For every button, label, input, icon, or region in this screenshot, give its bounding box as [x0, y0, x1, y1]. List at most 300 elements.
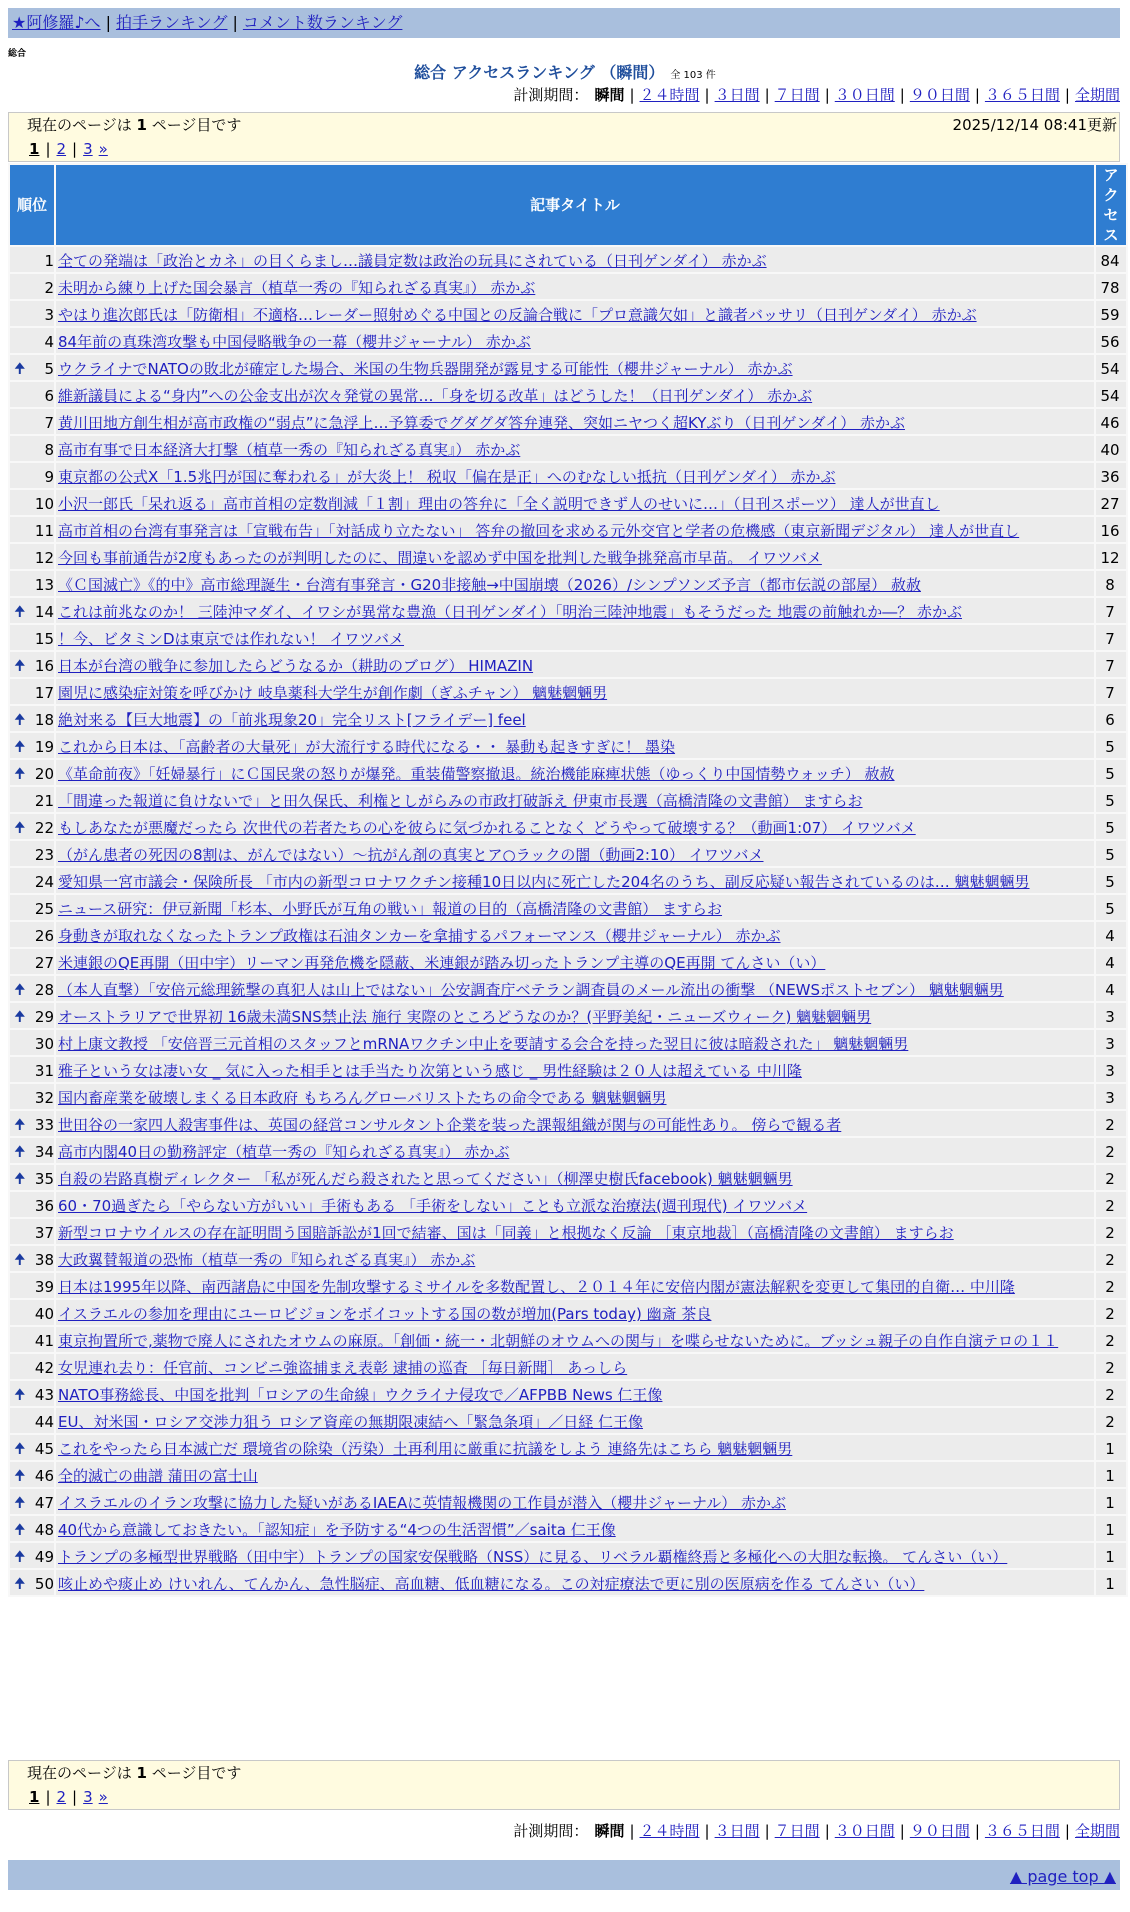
title-cell	[56, 1192, 1094, 1217]
period-link[interactable]: ７日間	[774, 1822, 820, 1840]
article-link[interactable]: ウクライナでNATOの敗北が確定した場合、米国の生物兵器開発が露見する可能性（櫻井ジャーナル） 赤かぶ	[58, 360, 793, 378]
rank-number: 30	[34, 1035, 54, 1053]
rank-number: 24	[34, 873, 54, 891]
rank-cell	[10, 1246, 54, 1271]
rank-number: 18	[34, 711, 54, 729]
rank-cell	[10, 895, 54, 920]
rank-cell	[10, 1111, 54, 1136]
period-label: 計測期間：	[513, 1822, 589, 1840]
rank-number: 16	[34, 657, 54, 675]
rank-number: 13	[34, 576, 54, 594]
rank-number: 32	[34, 1089, 54, 1107]
up-arrow-icon: 🠉	[14, 1009, 26, 1025]
table-row	[10, 1165, 1126, 1190]
up-arrow-icon: 🠉	[14, 1549, 26, 1565]
period-link[interactable]: ３日間	[714, 86, 760, 104]
title-cell	[56, 1057, 1094, 1082]
access-cell: 12	[1096, 544, 1126, 569]
access-cell: 56	[1096, 328, 1126, 353]
table-row	[10, 1516, 1126, 1541]
title-cell	[56, 517, 1094, 542]
rank-number: 25	[34, 900, 54, 918]
access-cell: 1	[1096, 1462, 1126, 1487]
rank-number: 39	[34, 1278, 54, 1296]
rank-cell	[10, 1381, 54, 1406]
nav-separator: |	[232, 13, 238, 32]
rank-number: 3	[44, 306, 54, 324]
article-link[interactable]: これは前兆なのか！ 三陸沖マダイ、イワシが異常な豊漁（日刊ゲンダイ）「明治三陸沖地震」もそうだった 地震の前触れか―？ 赤かぶ	[58, 603, 962, 621]
article-link[interactable]: 40代から意識しておきたい。「認知症」を予防する“4つの生活習慣”／saita 仁王像	[58, 1521, 616, 1539]
title-cell	[56, 1435, 1094, 1460]
rank-cell	[10, 1084, 54, 1109]
table-row	[10, 1489, 1126, 1514]
rank-cell	[10, 1489, 54, 1514]
table-row	[10, 490, 1126, 515]
access-cell: 4	[1096, 976, 1126, 1001]
table-row	[10, 760, 1126, 785]
period-link[interactable]: 全期間	[1074, 1822, 1120, 1840]
access-cell: 4	[1096, 949, 1126, 974]
access-cell: 78	[1096, 274, 1126, 299]
title-cell	[56, 598, 1094, 623]
table-row	[10, 706, 1126, 731]
rank-cell	[10, 1273, 54, 1298]
rank-cell	[10, 706, 54, 731]
article-link[interactable]: 今回も事前通告が2度もあったのが判明したのに、間違いを認めず中国を批判した戦争挑発高市早苗。 イワツバメ	[58, 549, 822, 567]
rank-number: 34	[34, 1143, 54, 1161]
access-cell: 3	[1096, 1084, 1126, 1109]
rank-cell	[10, 544, 54, 569]
article-link[interactable]: 世田谷の一家四人殺害事件は、英国の経営コンサルタント企業を装った課報組織が関与の可能性あり。 傍らで観る者	[58, 1116, 842, 1134]
table-row	[10, 679, 1126, 704]
table-row	[10, 247, 1126, 272]
rank-number: 43	[34, 1386, 54, 1404]
period-link[interactable]: ９０日間	[909, 1822, 970, 1840]
access-cell: 7	[1096, 598, 1126, 623]
rank-cell	[10, 625, 54, 650]
rank-cell	[10, 1570, 54, 1595]
clap-ranking-link[interactable]: 拍手ランキング	[115, 13, 228, 32]
table-row	[10, 1435, 1126, 1460]
article-link[interactable]: 《革命前夜》「妊婦暴行」にＣ国民衆の怒りが爆発。重装備警察撤退。統治機能麻痺状態（ゆっくり中国情勢ウォッチ） 赦赦	[58, 765, 895, 783]
period-link[interactable]: ３６５日間	[984, 1822, 1060, 1840]
period-link[interactable]: ９０日間	[909, 86, 970, 104]
rank-cell	[10, 1192, 54, 1217]
rank-number: 41	[34, 1332, 54, 1350]
article-link[interactable]: （本人直撃）「安倍元総理銃撃の真犯人は山上ではない」公安調査庁ベテラン調査員のメール流出の衝撃 （NEWSポストセブン） 魑魅魍魎男	[58, 981, 1004, 999]
article-link[interactable]: これをやったら日本滅亡だ 環境省の除染（汚染）土再利用に厳重に抗議をしよう 連絡先はこちら 魑魅魍魎男	[58, 1440, 793, 1458]
rank-cell	[10, 355, 54, 380]
rank-cell	[10, 1030, 54, 1055]
up-arrow-icon: 🠉	[14, 1522, 26, 1538]
period-link[interactable]: ３日間	[714, 1822, 760, 1840]
period-separator: |	[899, 86, 905, 104]
up-arrow-icon: 🠉	[14, 1387, 26, 1403]
period-separator: |	[764, 1822, 770, 1840]
article-link[interactable]: 絶対来る【巨大地震】の「前兆現象20」完全リスト[フライデー] feel	[58, 711, 526, 729]
rank-number: 9	[44, 468, 54, 486]
table-row	[10, 868, 1126, 893]
table-row	[10, 1246, 1126, 1271]
table-row	[10, 1084, 1126, 1109]
title-cell	[56, 868, 1094, 893]
article-link[interactable]: ！今、ビタミンDは東京では作れない！ イワツバメ	[58, 630, 405, 648]
title-cell	[56, 1246, 1094, 1271]
title-cell	[56, 760, 1094, 785]
rank-cell	[10, 301, 54, 326]
article-link[interactable]: 大政翼賛報道の恐怖（植草一秀の『知られざる真実』） 赤かぶ	[58, 1251, 476, 1269]
access-cell: 27	[1096, 490, 1126, 515]
pager-next-link[interactable]: »	[98, 1788, 108, 1806]
access-cell: 3	[1096, 1003, 1126, 1028]
rank-cell	[10, 382, 54, 407]
title-cell	[56, 1165, 1094, 1190]
table-row	[10, 1273, 1126, 1298]
pager-current: 1	[29, 1788, 40, 1806]
article-link[interactable]: 身動きが取れなくなったトランプ政権は石油タンカーを拿捕するパフォーマンス（櫻井ジャーナル） 赤かぶ	[58, 927, 781, 945]
rank-number: 49	[34, 1548, 54, 1566]
table-row	[10, 1570, 1126, 1595]
access-cell: 5	[1096, 868, 1126, 893]
article-link[interactable]: EU、対米国・ロシア交渉力狙う ロシア資産の無期限凍結へ「緊急条項」／日経 仁王像	[58, 1413, 643, 1431]
title-cell	[56, 436, 1094, 461]
title-cell	[56, 1489, 1094, 1514]
table-row	[10, 895, 1126, 920]
comment-ranking-link[interactable]: コメント数ランキング	[242, 13, 403, 32]
title-cell	[56, 1030, 1094, 1055]
rank-number: 50	[34, 1575, 54, 1593]
rank-cell	[10, 652, 54, 677]
period-link[interactable]: ３０日間	[834, 86, 895, 104]
rank-cell	[10, 1516, 54, 1541]
rank-cell	[10, 274, 54, 299]
period-link[interactable]: ７日間	[774, 86, 820, 104]
period-label: 計測期間：	[513, 86, 589, 104]
period-link[interactable]: ３０日間	[834, 1822, 895, 1840]
rank-number: 17	[34, 684, 54, 702]
period-separator: |	[824, 86, 830, 104]
up-arrow-icon: 🠉	[14, 1171, 26, 1187]
article-link[interactable]: 咳止めや痰止め けいれん、てんかん、急性脳症、高血糖、低血糖になる。この対症療法で更に別の医原病を作る てんさい（い）	[58, 1575, 925, 1593]
table-row	[10, 436, 1126, 461]
article-link[interactable]: 日本が台湾の戦争に参加したらどうなるか（耕助のブログ） HIMAZIN	[58, 657, 534, 675]
access-cell: 5	[1096, 895, 1126, 920]
access-cell: 5	[1096, 841, 1126, 866]
article-link[interactable]: 小沢一郎氏「呆れ返る」高市首相の定数削減「１割」理由の答弁に「全く説明できず人のせいに…」（日刊スポーツ） 達人が世直し	[58, 495, 940, 513]
rank-cell	[10, 1543, 54, 1568]
up-arrow-icon: 🠉	[14, 1144, 26, 1160]
rank-cell	[10, 1003, 54, 1028]
access-cell: 1	[1096, 1570, 1126, 1595]
rank-number: 6	[44, 387, 54, 405]
article-link[interactable]: 米連銀のQE再開（田中宇）リーマン再発危機を隠蔽、米連銀が踏み切ったトランプ主導のQE再開 てんさい（い）	[58, 954, 826, 972]
article-link[interactable]: 雅子という女は凄い女 _ 気に入った相手とは手当たり次第という感じ _ 男性経験は２０人は超えている 中川隆	[58, 1062, 802, 1080]
article-link[interactable]: もしあなたが悪魔だったら 次世代の若者たちの心を彼らに気づかれることなく どうやって破壊する？（動画1:07） イワツバメ	[58, 819, 916, 837]
table-row	[10, 274, 1126, 299]
table-row	[10, 1138, 1126, 1163]
table-row	[10, 1003, 1126, 1028]
title-cell	[56, 1219, 1094, 1244]
table-row	[10, 841, 1126, 866]
rank-cell	[10, 760, 54, 785]
title-cell	[56, 382, 1094, 407]
article-link[interactable]: 日本は1995年以降、南西諸島に中国を先制攻撃するミサイルを多数配置し、２０１４年に安倍内閣が憲法解釈を変更して集団的自衛… 中川隆	[58, 1278, 1015, 1296]
article-link[interactable]: （がん患者の死因の8割は、がんではない）〜抗がん剤の真実とア○ラックの闇（動画2:10） イワツバメ	[58, 846, 764, 864]
title-cell	[56, 1084, 1094, 1109]
access-cell: 2	[1096, 1138, 1126, 1163]
access-cell: 1	[1096, 1543, 1126, 1568]
article-link[interactable]: イスラエルのイラン攻撃に協力した疑いがあるIAEAに英情報機関の工作員が潜入（櫻井ジャーナル） 赤かぶ	[58, 1494, 786, 1512]
rank-number: 23	[34, 846, 54, 864]
rank-cell	[10, 1462, 54, 1487]
rank-cell	[10, 868, 54, 893]
access-cell: 46	[1096, 409, 1126, 434]
access-cell: 5	[1096, 760, 1126, 785]
home-link[interactable]: ★阿修羅♪へ	[12, 13, 101, 32]
article-link[interactable]: 自殺の岩路真樹ディレクター 「私が死んだら殺されたと思ってください」（柳澤史樹氏facebook) 魑魅魍魎男	[58, 1170, 793, 1188]
article-link[interactable]: 84年前の真珠湾攻撃も中国侵略戦争の一幕（櫻井ジャーナル） 赤かぶ	[58, 333, 531, 351]
period-separator: |	[1064, 1822, 1070, 1840]
table-row	[10, 1192, 1126, 1217]
table-row	[10, 544, 1126, 569]
rank-cell	[10, 598, 54, 623]
table-row	[10, 517, 1126, 542]
updated-time: 2025/12/14 08:41更新	[952, 116, 1117, 134]
article-link[interactable]: 国内畜産業を破壊しまくる日本政府 もちろんグローバリストたちの命令である 魑魅魍魎男	[58, 1089, 667, 1107]
pager-link[interactable]: 3	[83, 1788, 93, 1806]
rank-cell	[10, 733, 54, 758]
table-row	[10, 463, 1126, 488]
page-status-line	[9, 1761, 1119, 1785]
title-cell	[56, 1381, 1094, 1406]
rank-number: 22	[34, 819, 54, 837]
access-cell: 2	[1096, 1408, 1126, 1433]
article-link[interactable]: イスラエルの参加を理由にユーロビジョンをボイコットする国の数が増加(Pars today) 幽斎 茶良	[58, 1305, 712, 1323]
title-cell	[56, 1543, 1094, 1568]
rank-number: 15	[34, 630, 54, 648]
table-row	[10, 1381, 1126, 1406]
period-separator: |	[629, 86, 635, 104]
rank-number: 27	[34, 954, 54, 972]
article-link[interactable]: 60・70過ぎたら「やらない方がいい」手術もある 「手術をしない」ことも立派な治療法(週刊現代) イワツバメ	[58, 1197, 808, 1215]
rank-cell	[10, 1300, 54, 1325]
article-link[interactable]: 高市有事で日本経済大打撃（植草一秀の『知られざる真実』） 赤かぶ	[58, 441, 521, 459]
title-cell	[56, 355, 1094, 380]
period-link[interactable]: 全期間	[1074, 86, 1120, 104]
title-cell	[56, 895, 1094, 920]
rank-cell	[10, 436, 54, 461]
table-row	[10, 733, 1126, 758]
article-link[interactable]: NATO事務総長、中国を批判「ロシアの生命線」ウクライナ侵攻で／AFPBB News 仁王像	[58, 1386, 663, 1404]
rank-number: 19	[34, 738, 54, 756]
rank-cell	[10, 922, 54, 947]
ranking-table	[8, 163, 1128, 1597]
access-cell: 2	[1096, 1381, 1126, 1406]
table-row	[10, 1354, 1126, 1379]
rank-number: 10	[34, 495, 54, 513]
period-separator: |	[704, 86, 710, 104]
article-link[interactable]: オーストラリアで世界初 16歳未満SNS禁止法 施行 実際のところどうなのか？(平野美紀・ニューズウィーク) 魑魅魍魎男	[58, 1008, 872, 1026]
article-link[interactable]: 「間違った報道に負けないで」と田久保氏、利権としがらみの市政打破訴え 伊東市長選（高橋清隆の文書館） ますらお	[58, 792, 863, 810]
title-cell	[56, 490, 1094, 515]
period-separator: |	[974, 1822, 980, 1840]
access-cell: 16	[1096, 517, 1126, 542]
article-link[interactable]: 黄川田地方創生相が高市政権の“弱点”に急浮上…予算委でグダグダ答弁連発、突如ニヤつく超KYぶり（日刊ゲンダイ） 赤かぶ	[58, 414, 905, 432]
access-cell: 1	[1096, 1516, 1126, 1541]
title-cell	[56, 652, 1094, 677]
page-info-top	[8, 112, 1120, 162]
pager-next-link[interactable]: »	[98, 140, 108, 158]
access-cell: 59	[1096, 301, 1126, 326]
access-cell: 5	[1096, 733, 1126, 758]
article-link[interactable]: 村上康文教授 「安倍晋三元首相のスタッフとmRNAワクチン中止を要請する会合を持った翌日に彼は暗殺された」 魑魅魍魎男	[58, 1035, 909, 1053]
access-cell: 2	[1096, 1219, 1126, 1244]
article-link[interactable]: やはり進次郎氏は「防衛相」不適格…レーダー照射めぐる中国との反論合戦に「プロ意識欠如」と識者バッサリ（日刊ゲンダイ） 赤かぶ	[58, 306, 977, 324]
pager-link[interactable]: 3	[83, 140, 93, 158]
article-link[interactable]: 全的滅亡の曲譜 蒲田の富士山	[58, 1467, 258, 1485]
rank-number: 12	[34, 549, 54, 567]
article-link[interactable]: 東京拘置所で,薬物で廃人にされたオウムの麻原。「創価・統一・北朝鮮のオウムへの関与」を喋らせないために。ブッシュ親子の自作自演テロの１１	[58, 1332, 1059, 1350]
up-arrow-icon: 🠉	[14, 712, 26, 728]
table-row	[10, 1300, 1126, 1325]
article-link[interactable]: 女児連れ去り：任官前、コンビニ強盗捕まえ表彰 逮捕の巡査 ［毎日新聞］ あっしら	[58, 1359, 628, 1377]
period-separator: |	[974, 86, 980, 104]
table-row	[10, 1057, 1126, 1082]
table-row	[10, 949, 1126, 974]
table-row	[10, 1111, 1126, 1136]
up-arrow-icon: 🠉	[14, 1495, 26, 1511]
rank-number: 38	[34, 1251, 54, 1269]
period-selector-bottom	[513, 1820, 1120, 1842]
pager-separator: |	[72, 140, 78, 158]
article-link[interactable]: これから日本は、「高齢者の大量死」が大流行する時代になる・・ 暴動も起きすぎに！ 墨染	[58, 738, 676, 756]
rank-number: 7	[44, 414, 54, 432]
rank-number: 45	[34, 1440, 54, 1458]
article-link[interactable]: 高市首相の台湾有事発言は「宣戦布告」「対話成り立たない」 答弁の撤回を求める元外交官と学者の危機感（東京新聞デジタル） 達人が世直し	[58, 522, 1020, 540]
title-cell	[56, 544, 1094, 569]
table-row	[10, 1408, 1126, 1433]
title-cell	[56, 976, 1094, 1001]
bottom-bar	[8, 1860, 1120, 1890]
article-link[interactable]: トランプの多極型世界戦略（田中宇）トランプの国家安保戦略（NSS）に見る、リベラル覇権終焉と多極化への大胆な転換。 てんさい（い）	[58, 1548, 1008, 1566]
pager-separator: |	[72, 1788, 78, 1806]
access-cell: 54	[1096, 355, 1126, 380]
rank-number: 28	[34, 981, 54, 999]
pager-top	[9, 137, 1119, 161]
article-link[interactable]: 東京都の公式X「1.5兆円が国に奪われる」が大炎上！ 税収「偏在是正」へのむなしい抵抗（日刊ゲンダイ） 赤かぶ	[58, 468, 836, 486]
access-cell: 2	[1096, 1192, 1126, 1217]
table-row	[10, 922, 1126, 947]
access-cell: 1	[1096, 1435, 1126, 1460]
article-link[interactable]: 愛知県一宮市議会・保険所長 「市内の新型コロナワクチン接種10日以内に死亡した204名のうち、副反応疑い報告されているのは… 魑魅魍魎男	[58, 873, 1030, 891]
table-row	[10, 625, 1126, 650]
access-cell: 8	[1096, 571, 1126, 596]
rank-cell	[10, 814, 54, 839]
article-link[interactable]: 高市内閣40日の勤務評定（植草一秀の『知られざる真実』） 赤かぶ	[58, 1143, 510, 1161]
page-status-pre: 現在のページは	[27, 1764, 132, 1782]
total-count: 全 103 件	[670, 70, 716, 81]
rank-cell	[10, 490, 54, 515]
rank-cell	[10, 1327, 54, 1352]
table-row	[10, 301, 1126, 326]
period-link[interactable]: ３６５日間	[984, 86, 1060, 104]
current-page-number: 1	[136, 116, 147, 134]
access-cell: 5	[1096, 787, 1126, 812]
period-separator: |	[824, 1822, 830, 1840]
article-link[interactable]: ニュース研究：伊豆新聞「杉本、小野氏が互角の戦い」報道の目的（高橋清隆の文書館） ますらお	[58, 900, 723, 918]
title-cell	[56, 679, 1094, 704]
access-cell: 7	[1096, 625, 1126, 650]
up-arrow-icon: 🠉	[14, 361, 26, 377]
nav-separator: |	[105, 13, 111, 32]
top-nav-bar	[8, 8, 1120, 38]
rank-number: 1	[44, 252, 54, 270]
period-selector-top	[513, 84, 1120, 106]
article-link[interactable]: 未明から練り上げた国会暴言（植草一秀の『知られざる真実』） 赤かぶ	[58, 279, 536, 297]
rank-number: 29	[34, 1008, 54, 1026]
rank-cell	[10, 1057, 54, 1082]
pager-link[interactable]: 2	[56, 140, 67, 158]
access-cell: 5	[1096, 814, 1126, 839]
title-header: 記事タイトル	[56, 165, 1094, 245]
access-cell: 2	[1096, 1327, 1126, 1352]
table-row	[10, 814, 1126, 839]
rank-number: 42	[34, 1359, 54, 1377]
title-cell	[56, 1003, 1094, 1028]
article-link[interactable]: 園児に感染症対策を呼びかけ 岐阜薬科大学生が創作劇（ぎふチャン） 魑魅魍魎男	[58, 684, 608, 702]
rank-number: 46	[34, 1467, 54, 1485]
title-cell	[56, 274, 1094, 299]
article-link[interactable]: 全ての発端は「政治とカネ」の目くらまし…議員定数は政治の玩具にされている（日刊ゲンダイ） 赤かぶ	[58, 252, 767, 270]
table-row	[10, 1327, 1126, 1352]
title-cell	[56, 1300, 1094, 1325]
rank-number: 47	[34, 1494, 54, 1512]
access-cell: 2	[1096, 1273, 1126, 1298]
rank-cell	[10, 1435, 54, 1460]
access-cell: 2	[1096, 1300, 1126, 1325]
period-link[interactable]: ２４時間	[639, 1822, 700, 1840]
title-cell	[56, 1111, 1094, 1136]
rank-cell	[10, 1165, 54, 1190]
period-separator: |	[1064, 86, 1070, 104]
title-cell	[56, 733, 1094, 758]
title-cell	[56, 463, 1094, 488]
pager-link[interactable]: 2	[56, 1788, 67, 1806]
article-link[interactable]: 《Ｃ国滅亡》《的中》高市総理誕生・台湾有事発言・G20非接触→中国崩壊（2026）/シンプソンズ予言（都市伝説の部屋） 赦赦	[58, 576, 921, 594]
table-row	[10, 976, 1126, 1001]
up-arrow-icon: 🠉	[14, 1576, 26, 1592]
table-row	[10, 652, 1126, 677]
period-link[interactable]: ２４時間	[639, 86, 700, 104]
up-arrow-icon: 🠉	[14, 1117, 26, 1133]
page-status-pre: 現在のページは	[27, 116, 132, 134]
title-cell	[56, 1516, 1094, 1541]
period-separator: |	[899, 1822, 905, 1840]
page-top-link[interactable]: ▲ page top ▲	[1009, 1867, 1116, 1886]
up-arrow-icon: 🠉	[14, 982, 26, 998]
rank-number: 21	[34, 792, 54, 810]
pager-current: 1	[29, 140, 40, 158]
rank-number: 4	[44, 333, 54, 351]
table-row	[10, 571, 1126, 596]
period-separator: |	[764, 86, 770, 104]
rank-number: 35	[34, 1170, 54, 1188]
article-link[interactable]: 新型コロナウイルスの存在証明問う国賠訴訟が1回で結審、国は「同義」と根拠なく反論 ［東京地裁］（高橋清隆の文書館） ますらお	[58, 1224, 954, 1242]
rank-cell	[10, 1408, 54, 1433]
title-cell	[56, 1273, 1094, 1298]
up-arrow-icon: 🠉	[14, 739, 26, 755]
article-link[interactable]: 維新議員による“身内”への公金支出が次々発覚の異常…「身を切る改革」はどうした！（日刊ゲンダイ） 赤かぶ	[58, 387, 813, 405]
